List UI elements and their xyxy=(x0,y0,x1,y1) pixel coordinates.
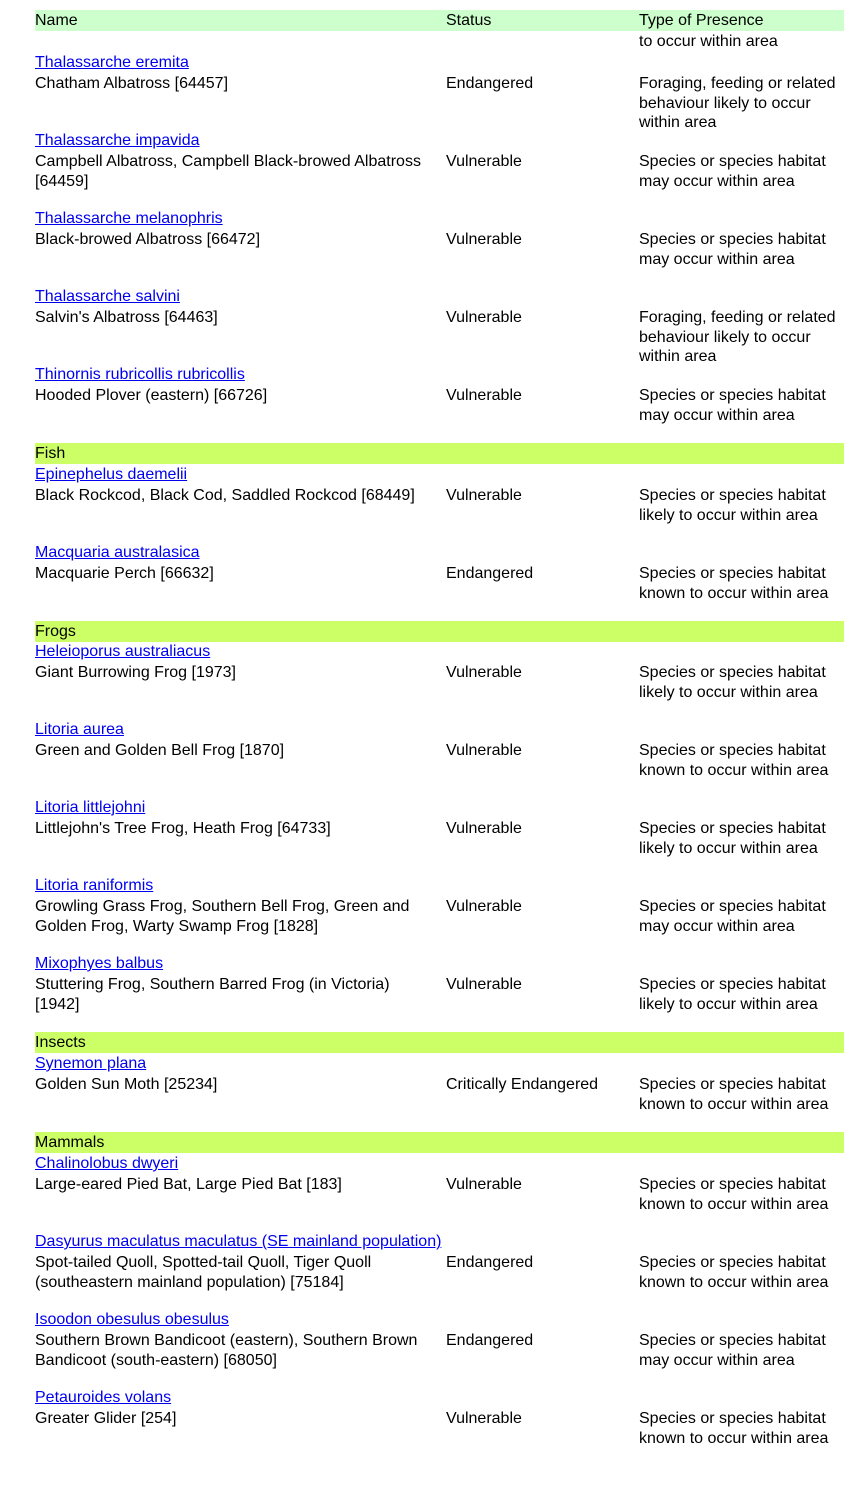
status-value: Endangered xyxy=(446,75,534,92)
status-column-header: Status xyxy=(446,12,492,29)
common-name: Salvin's Albatross [64463] xyxy=(35,309,218,326)
presence-value: Foraging, feeding or related behaviour likely to occur within area xyxy=(639,309,836,365)
common-name: Green and Golden Bell Frog [1870] xyxy=(35,742,285,759)
species-link[interactable]: Thalassarche melanophris xyxy=(35,210,223,227)
status-value: Vulnerable xyxy=(446,820,522,837)
presence-value: Species or species habitat known to occur within area xyxy=(639,1176,829,1213)
common-name: Stuttering Frog, Southern Barred Frog (in Victoria) [1942] xyxy=(35,976,390,1013)
presence-value: Species or species habitat likely to occur within area xyxy=(639,976,826,1013)
group-header-insects xyxy=(35,1032,844,1053)
group-label: Frogs xyxy=(35,623,76,640)
status-value: Vulnerable xyxy=(446,153,522,170)
presence-value: Species or species habitat may occur within area xyxy=(639,898,826,935)
common-name: Campbell Albatross, Campbell Black-browed Albatross [64459] xyxy=(35,153,421,190)
species-link[interactable]: Thalassarche eremita xyxy=(35,54,189,71)
species-link[interactable]: Macquaria australasica xyxy=(35,544,200,561)
common-name: Large-eared Pied Bat, Large Pied Bat [183] xyxy=(35,1176,342,1193)
species-link[interactable]: Litoria aurea xyxy=(35,721,124,738)
species-link[interactable]: Petauroides volans xyxy=(35,1389,172,1406)
common-name: Southern Brown Bandicoot (eastern), Southern Brown Bandicoot (south-eastern) [68050] xyxy=(35,1332,418,1369)
continued-presence-text: to occur within area xyxy=(639,33,778,50)
group-label: Fish xyxy=(35,445,66,462)
table-header xyxy=(35,10,844,31)
species-link[interactable]: Epinephelus daemelii xyxy=(35,466,188,483)
status-value: Endangered xyxy=(446,1332,534,1349)
presence-value: Species or species habitat known to occur within area xyxy=(639,742,829,779)
presence-value: Species or species habitat may occur within area xyxy=(639,231,826,268)
presence-value: Foraging, feeding or related behaviour likely to occur within area xyxy=(639,75,836,131)
species-link[interactable]: Mixophyes balbus xyxy=(35,955,164,972)
common-name: Greater Glider [254] xyxy=(35,1410,177,1427)
presence-value: Species or species habitat known to occur within area xyxy=(639,565,829,602)
presence-value: Species or species habitat likely to occur within area xyxy=(639,664,826,701)
group-header-fish xyxy=(35,443,844,464)
common-name: Black Rockcod, Black Cod, Saddled Rockcod [68449] xyxy=(35,487,415,504)
status-value: Vulnerable xyxy=(446,487,522,504)
presence-value: Species or species habitat may occur within area xyxy=(639,387,826,424)
presence-value: Species or species habitat likely to occur within area xyxy=(639,487,826,524)
species-link[interactable]: Thalassarche impavida xyxy=(35,132,200,149)
species-link[interactable]: Thalassarche salvini xyxy=(35,288,180,305)
status-value: Vulnerable xyxy=(446,898,522,915)
species-link[interactable]: Isoodon obesulus obesulus xyxy=(35,1311,229,1328)
group-label: Insects xyxy=(35,1034,86,1051)
common-name: Littlejohn's Tree Frog, Heath Frog [64733] xyxy=(35,820,331,837)
status-value: Vulnerable xyxy=(446,1176,522,1193)
status-value: Vulnerable xyxy=(446,231,522,248)
status-value: Endangered xyxy=(446,1254,534,1271)
presence-value: Species or species habitat known to occur within area xyxy=(639,1410,829,1447)
presence-value: Species or species habitat may occur within area xyxy=(639,153,826,190)
common-name: Black-browed Albatross [66472] xyxy=(35,231,261,248)
presence-value: Species or species habitat known to occur within area xyxy=(639,1254,829,1291)
presence-column-header: Type of Presence xyxy=(639,12,764,29)
status-value: Vulnerable xyxy=(446,976,522,993)
species-link[interactable]: Chalinolobus dwyeri xyxy=(35,1155,179,1172)
status-value: Vulnerable xyxy=(446,1410,522,1427)
species-link[interactable]: Litoria raniformis xyxy=(35,877,154,894)
group-header-frogs xyxy=(35,621,844,642)
common-name: Golden Sun Moth [25234] xyxy=(35,1076,218,1093)
name-column-header: Name xyxy=(35,12,78,29)
common-name: Giant Burrowing Frog [1973] xyxy=(35,664,236,681)
group-header-mammals xyxy=(35,1132,844,1153)
common-name: Growling Grass Frog, Southern Bell Frog, Green and Golden Frog, Warty Swamp Frog [1828] xyxy=(35,898,410,935)
common-name: Chatham Albatross [64457] xyxy=(35,75,229,92)
species-link[interactable]: Dasyurus maculatus maculatus (SE mainland population) xyxy=(35,1233,442,1250)
status-value: Vulnerable xyxy=(446,309,522,326)
status-value: Critically Endangered xyxy=(446,1076,599,1093)
common-name: Macquarie Perch [66632] xyxy=(35,565,214,582)
status-value: Vulnerable xyxy=(446,742,522,759)
species-link[interactable]: Heleioporus australiacus xyxy=(35,643,211,660)
common-name: Hooded Plover (eastern) [66726] xyxy=(35,387,268,404)
common-name: Spot-tailed Quoll, Spotted-tail Quoll, Tiger Quoll (southeastern mainland population) [75184] xyxy=(35,1254,372,1291)
presence-value: Species or species habitat likely to occur within area xyxy=(639,820,826,857)
species-link[interactable]: Thinornis rubricollis rubricollis xyxy=(35,366,245,383)
presence-value: Species or species habitat may occur within area xyxy=(639,1332,826,1369)
species-link[interactable]: Synemon plana xyxy=(35,1055,147,1072)
species-link[interactable]: Litoria littlejohni xyxy=(35,799,146,816)
presence-value: Species or species habitat known to occur within area xyxy=(639,1076,829,1113)
status-value: Vulnerable xyxy=(446,664,522,681)
status-value: Vulnerable xyxy=(446,387,522,404)
group-label: Mammals xyxy=(35,1134,105,1151)
status-value: Endangered xyxy=(446,565,534,582)
